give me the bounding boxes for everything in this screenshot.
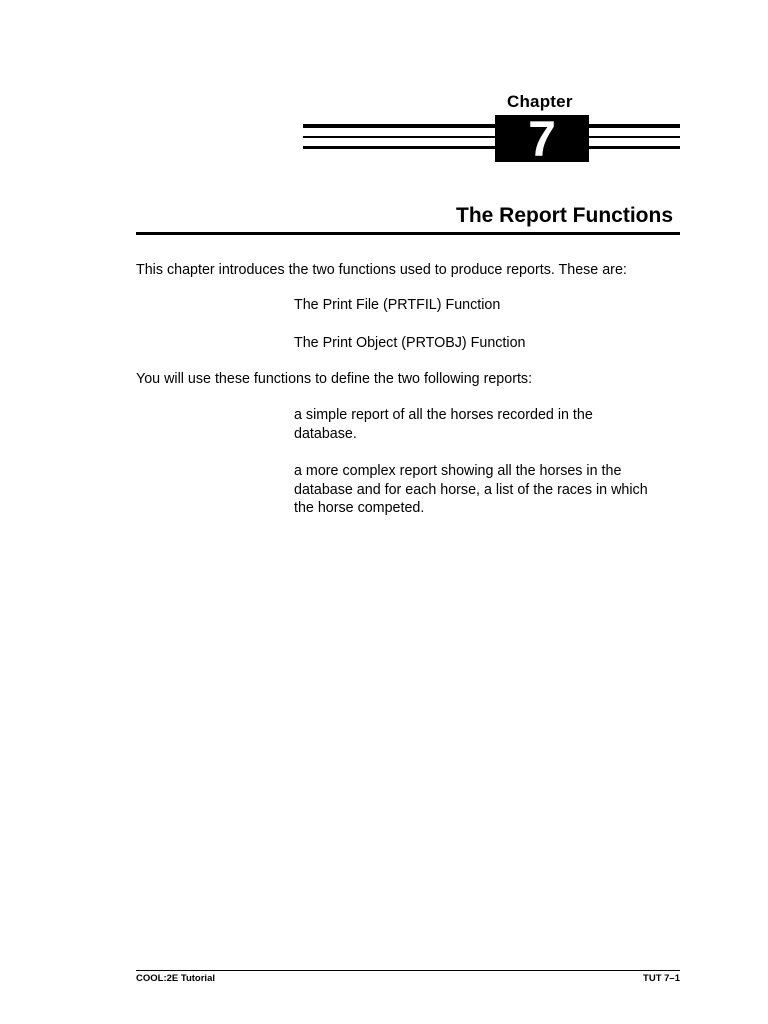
chapter-rule-left-top: [303, 124, 495, 128]
title-underline: [136, 232, 680, 235]
chapter-number: 7: [528, 110, 556, 167]
reports-intro-paragraph: You will use these functions to define the two following reports:: [136, 371, 533, 387]
function-item-print-file: The Print File (PRTFIL) Function: [294, 297, 501, 313]
chapter-rule-left-bottom: [303, 146, 495, 149]
page-title: The Report Functions: [456, 204, 673, 227]
report-item-complex: a more complex report showing all the horses in the database and for each horse, a list of the races in which the horse competed.: [294, 463, 648, 516]
footer-rule: [136, 970, 680, 971]
chapter-rule-left-middle: [303, 136, 495, 138]
chapter-number-box: [495, 110, 589, 167]
function-item-print-object: The Print Object (PRTOBJ) Function: [294, 335, 526, 351]
chapter-rule-right-bottom: [589, 146, 680, 149]
intro-paragraph: This chapter introduces the two functions used to produce reports. These are:: [136, 262, 627, 278]
chapter-rule-right-top: [589, 124, 680, 128]
footer-page-number: TUT 7–1: [643, 973, 680, 984]
report-item-simple: a simple report of all the horses recorded in the database.: [294, 407, 593, 442]
footer-book-title: COOL:2E Tutorial: [136, 973, 215, 984]
chapter-label: Chapter: [507, 92, 573, 111]
chapter-rule-right-middle: [589, 136, 680, 138]
